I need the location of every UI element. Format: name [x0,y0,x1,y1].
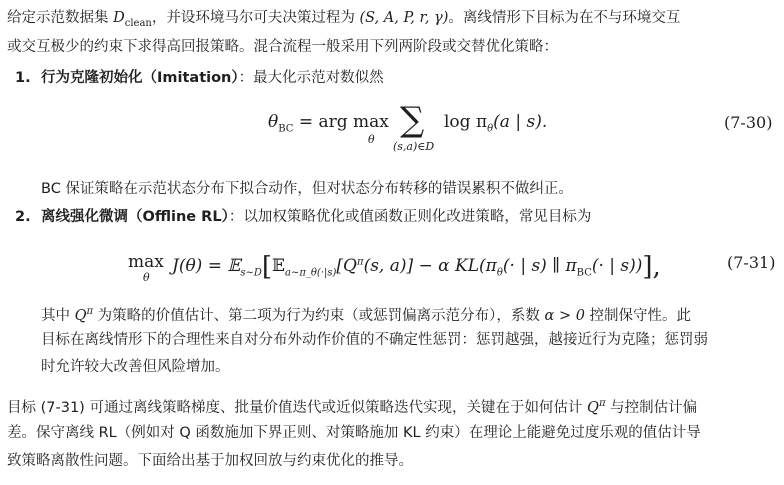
step2-title: 离线强化微调（Offline RL） [41,209,229,225]
step2-para-line-1: 其中 $Q^\pi$ 为策略的价值估计、第二项为行为约束（或惩罚偏离示范分布），系数 α > 0 控制保守性。此 [41,306,692,324]
intro-text-c: 。离线情形下目标为在不与环境交互 [448,10,681,26]
max-subscript: θ [143,271,150,284]
alpha-condition: α > 0 [544,307,585,324]
argmax-subscript: θ [368,133,375,146]
bc-subscript: BC [278,123,294,135]
step2-para-line-3: 时允许较大改善但风险增加。 [41,359,230,375]
step2-number: 2. [15,209,31,225]
intro-text-a: 给定示范数据集 [7,10,114,26]
inner-expectation: 𝔼 [272,256,285,276]
kl-term: (s, a)] − α KL(π [363,256,497,276]
intro-line-1 [7,8,680,34]
closing-line-1: 目标 (7-31) 可通过离线策略梯度、批量价值迭代或近似策略迭代实现，关键在于如何估计 $Q^\pi$ 与控制估计偏 [7,398,698,416]
q-pi-symbol-2: $Q^\pi$ [587,398,606,416]
dataset-symbol: $D_{clean}$ [113,10,152,29]
step1-desc: ：最大化示范对数似然 [238,70,384,86]
bracket-open: [ [261,252,273,282]
equation-number-7-31: (7-31) [727,253,776,272]
closing-line-3: 致策略离散性问题。下面给出基于加权回放与约束优化的推导。 [7,453,413,469]
mdp-tuple: (S, A, P, r, γ) [359,10,449,26]
q-pi-symbol: $Q^\pi$ [74,306,94,324]
bracket-close: ], [642,252,661,282]
q-value: [Q [336,256,357,276]
sum-symbol: ∑ [400,100,425,140]
step1-heading [15,68,384,88]
argmax-text: = arg max [293,112,389,132]
step2-heading [15,207,591,227]
log-pi-text: log π [444,112,488,132]
sum-subscript: (s,a)∈D [393,140,435,153]
step2-para-line-2: 目标在离线情形下的合理性来自对分布外动作价值的不确定性惩罚：惩罚越强，越接近行为克隆；惩罚弱 [41,332,708,348]
step1-number: 1. [15,70,31,86]
equation-number-7-30: (7-30) [724,113,773,132]
max-text: max [128,252,164,272]
step1-title: 行为克隆初始化（Imitation） [41,70,239,86]
closing-line-2: 差。保守离线 RL（例如对 Q 函数施加下界正则、对策略施加 KL 约束）在理论上能避免过度乐观的值估计导 [7,425,701,441]
intro-text-b: ，并设环境马尔可夫决策过程为 [151,10,360,26]
intro-line-2: 或交互极少的约束下求得高回报策略。混合流程一般采用下列两阶段或交替优化策略： [7,39,558,55]
step2-desc: ：以加权策略优化或值函数正则化改进策略，常见目标为 [228,209,592,225]
log-pi-args: (a | s). [493,112,548,132]
theta-symbol: θ [268,112,279,132]
step1-note: BC 保证策略在示范状态分布下拟合动作，但对状态分布转移的错误累积不做纠正。 [41,181,573,197]
objective-lhs: J(θ) = 𝔼 [172,256,241,276]
